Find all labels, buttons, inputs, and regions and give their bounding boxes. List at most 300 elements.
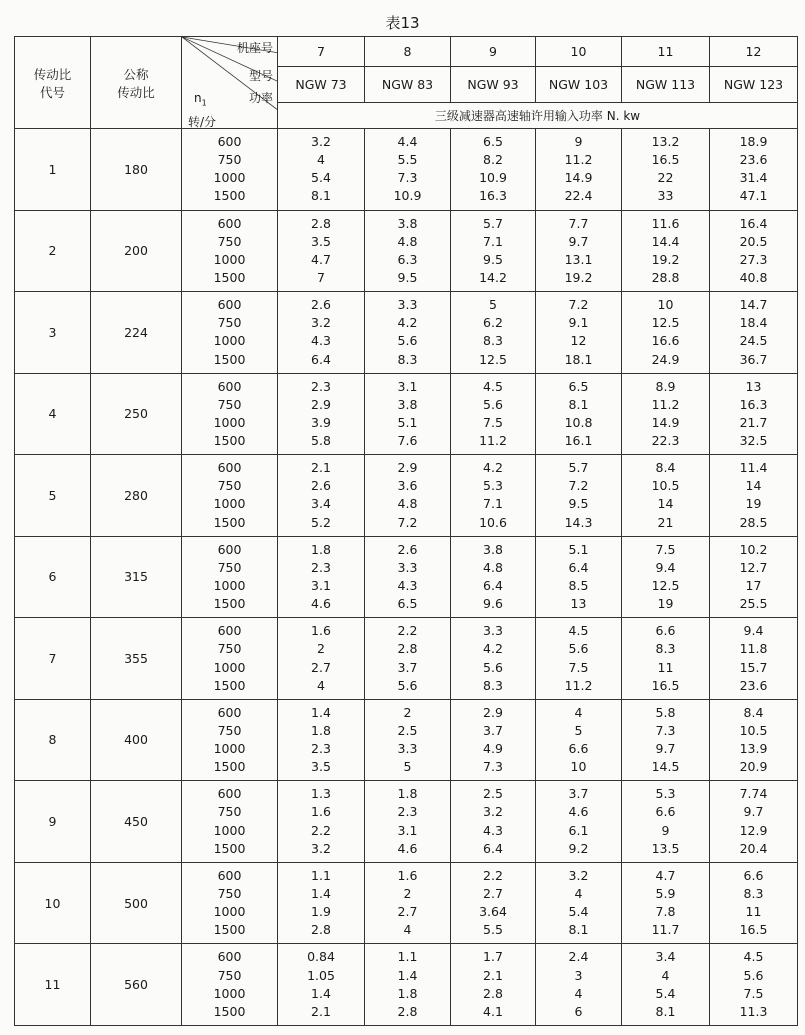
power-value: 2.6 — [311, 297, 331, 313]
model-ngw103: NGW 103 — [536, 67, 622, 103]
table-row — [15, 210, 798, 292]
table-row — [15, 699, 798, 781]
power-value: 12.5 — [651, 577, 680, 593]
speed-value: 1000 — [213, 170, 246, 186]
table-row — [15, 129, 798, 211]
speed-value: 1500 — [213, 596, 246, 612]
speed-cell — [182, 699, 278, 781]
power-value: 5.1 — [568, 541, 589, 557]
power-value: 9 — [661, 822, 670, 838]
table-row — [15, 536, 798, 618]
power-value: 4.9 — [483, 741, 503, 757]
power-value: 9.5 — [568, 496, 589, 512]
power-value: 4 — [574, 885, 583, 901]
power-value: 19.2 — [651, 251, 680, 267]
power-value: 5.7 — [568, 460, 589, 476]
power-cell — [451, 455, 536, 537]
power-cell — [278, 781, 365, 863]
power-value: 3.5 — [311, 233, 331, 249]
power-value: 2.7 — [397, 904, 418, 920]
power-value: 0.84 — [307, 949, 335, 965]
power-value: 4.3 — [397, 577, 418, 593]
ratio-code-cell: 8 — [15, 699, 91, 781]
speed-value: 750 — [217, 233, 242, 249]
power-value: 4.5 — [568, 623, 589, 639]
power-value: 8.3 — [397, 351, 418, 367]
nominal-ratio-cell: 400 — [91, 699, 182, 781]
speed-value: 600 — [217, 215, 242, 231]
power-value: 12.5 — [479, 351, 507, 367]
power-value: 9.5 — [483, 251, 503, 267]
power-value: 11.6 — [651, 215, 680, 231]
power-value: 8.3 — [655, 641, 676, 657]
power-value: 2.8 — [311, 215, 331, 231]
power-value: 14.3 — [564, 514, 593, 530]
power-cell — [710, 292, 798, 374]
power-value: 23.6 — [739, 152, 768, 168]
power-value: 1.6 — [311, 623, 331, 639]
power-value: 10 — [570, 759, 587, 775]
power-value: 7.7 — [568, 215, 589, 231]
table-row — [15, 944, 798, 1026]
power-value: 12.5 — [651, 315, 680, 331]
power-value: 8.3 — [483, 677, 503, 693]
power-value: 4 — [317, 152, 325, 168]
power-value: 9.7 — [743, 804, 764, 820]
power-value: 3.2 — [311, 840, 331, 856]
speed-value: 1500 — [213, 1003, 246, 1019]
power-value: 9.6 — [483, 596, 503, 612]
power-value: 21.7 — [739, 414, 768, 430]
power-table — [14, 36, 798, 1026]
power-cell — [622, 699, 710, 781]
power-value: 10.9 — [393, 188, 422, 204]
power-value: 16.6 — [651, 333, 680, 349]
power-value: 8.3 — [483, 333, 503, 349]
power-value: 16.5 — [651, 677, 680, 693]
power-value: 4 — [403, 922, 412, 938]
power-cell — [365, 210, 451, 292]
nominal-ratio-cell: 560 — [91, 944, 182, 1026]
power-value: 33 — [657, 188, 674, 204]
power-cell — [536, 455, 622, 537]
power-value: 11.2 — [564, 152, 593, 168]
power-value: 5.5 — [397, 152, 418, 168]
speed-value: 1500 — [213, 759, 246, 775]
power-value: 5.4 — [655, 985, 676, 1001]
power-cell — [451, 210, 536, 292]
table-row — [15, 618, 798, 700]
power-value: 9.5 — [397, 269, 418, 285]
power-cell — [710, 781, 798, 863]
power-value: 20.9 — [739, 759, 768, 775]
power-cell — [710, 618, 798, 700]
power-value: 11.8 — [739, 641, 768, 657]
power-value: 4.8 — [397, 233, 418, 249]
power-cell — [536, 862, 622, 944]
power-cell — [365, 618, 451, 700]
power-value: 5.3 — [655, 786, 676, 802]
frame-11: 11 — [622, 37, 710, 67]
power-cell — [710, 862, 798, 944]
power-cell — [365, 781, 451, 863]
power-cell — [536, 944, 622, 1026]
power-value: 3.2 — [483, 804, 503, 820]
ratio-code-cell: 3 — [15, 292, 91, 374]
power-value: 7.2 — [568, 478, 589, 494]
power-value: 1.8 — [397, 985, 418, 1001]
power-value: 5 — [574, 722, 583, 738]
power-value: 6 — [574, 1003, 583, 1019]
power-value: 5.6 — [483, 659, 503, 675]
power-value: 4.3 — [311, 333, 331, 349]
power-cell — [622, 210, 710, 292]
nominal-ratio-cell: 500 — [91, 862, 182, 944]
power-value: 22.4 — [564, 188, 593, 204]
power-value: 3.7 — [483, 722, 503, 738]
power-value: 28.8 — [651, 269, 680, 285]
power-cell — [536, 618, 622, 700]
speed-value: 1500 — [213, 433, 246, 449]
power-cell — [622, 944, 710, 1026]
power-value: 8.1 — [568, 396, 589, 412]
frame-10: 10 — [536, 37, 622, 67]
ratio-code-cell: 2 — [15, 210, 91, 292]
power-value: 1.8 — [311, 541, 331, 557]
power-value: 8.4 — [743, 704, 764, 720]
power-value: 20.4 — [739, 840, 768, 856]
speed-value: 750 — [217, 722, 242, 738]
power-value: 16.3 — [479, 188, 507, 204]
speed-value: 1000 — [213, 741, 246, 757]
power-value: 19.2 — [564, 269, 593, 285]
nominal-ratio-cell: 355 — [91, 618, 182, 700]
power-value: 2.9 — [311, 396, 331, 412]
power-value: 8.1 — [568, 922, 589, 938]
power-value: 14 — [745, 478, 762, 494]
power-value: 4.5 — [483, 378, 503, 394]
power-value: 9.4 — [655, 559, 676, 575]
power-value: 5.5 — [483, 922, 503, 938]
nominal-ratio-cell: 224 — [91, 292, 182, 374]
power-value: 3.3 — [397, 559, 418, 575]
power-value: 31.4 — [739, 170, 768, 186]
power-value: 5.6 — [568, 641, 589, 657]
power-cell — [451, 618, 536, 700]
power-value: 5.4 — [568, 904, 589, 920]
power-value: 3.1 — [397, 822, 418, 838]
power-value: 1.4 — [311, 985, 331, 1001]
power-value: 3.3 — [397, 297, 418, 313]
ratio-code-cell: 10 — [15, 862, 91, 944]
power-cell — [278, 129, 365, 211]
frame-7: 7 — [278, 37, 365, 67]
power-value: 2.2 — [483, 867, 503, 883]
power-value: 2.8 — [397, 641, 418, 657]
power-value: 3.3 — [397, 741, 418, 757]
power-cell — [536, 210, 622, 292]
power-value: 22 — [657, 170, 674, 186]
power-value: 4.5 — [743, 949, 764, 965]
power-value: 5.6 — [397, 333, 418, 349]
power-value: 2.3 — [397, 804, 418, 820]
power-cell — [536, 373, 622, 455]
speed-value: 750 — [217, 804, 242, 820]
power-value: 3.4 — [655, 949, 676, 965]
power-cell — [536, 536, 622, 618]
speed-value: 1000 — [213, 985, 246, 1001]
power-value: 6.6 — [655, 804, 676, 820]
power-value: 18.9 — [739, 134, 768, 150]
power-value: 10.5 — [651, 478, 680, 494]
power-cell — [365, 373, 451, 455]
power-value: 2.7 — [483, 885, 503, 901]
frame-8: 8 — [365, 37, 451, 67]
power-value: 11.7 — [651, 922, 680, 938]
speed-value: 1500 — [213, 351, 246, 367]
power-value: 2 — [317, 641, 325, 657]
power-value: 3.5 — [311, 759, 331, 775]
power-cell — [622, 129, 710, 211]
power-value: 3.8 — [397, 396, 418, 412]
power-cell — [365, 862, 451, 944]
power-value: 8.2 — [483, 152, 503, 168]
power-value: 32.5 — [739, 433, 768, 449]
diag-speed-label: 转/分 — [188, 115, 217, 129]
power-value: 16.3 — [739, 396, 768, 412]
power-value: 16.4 — [739, 215, 768, 231]
power-value: 2.1 — [311, 460, 331, 476]
power-value: 10.9 — [479, 170, 507, 186]
power-value: 2.3 — [311, 378, 331, 394]
power-value: 8.4 — [655, 460, 676, 476]
speed-value: 1000 — [213, 904, 246, 920]
speed-cell — [182, 210, 278, 292]
speed-value: 750 — [217, 396, 242, 412]
power-value: 2.7 — [311, 659, 331, 675]
power-value: 1.4 — [311, 885, 331, 901]
power-value: 14.9 — [651, 414, 680, 430]
power-value: 7.2 — [568, 297, 589, 313]
power-value: 4.8 — [397, 496, 418, 512]
power-value: 7.5 — [655, 541, 676, 557]
power-value: 4.2 — [483, 641, 503, 657]
power-value: 1.4 — [311, 704, 331, 720]
speed-cell — [182, 373, 278, 455]
power-value: 5.1 — [397, 414, 418, 430]
power-value: 7.6 — [397, 433, 418, 449]
power-value: 4.2 — [483, 460, 503, 476]
nominal-ratio-cell: 450 — [91, 781, 182, 863]
power-cell — [622, 862, 710, 944]
power-value: 7.5 — [483, 414, 503, 430]
power-value: 3.7 — [568, 786, 589, 802]
table-row — [15, 862, 798, 944]
model-ngw73: NGW 73 — [278, 67, 365, 103]
power-value: 24.9 — [651, 351, 680, 367]
power-cell — [451, 699, 536, 781]
nominal-ratio-cell: 200 — [91, 210, 182, 292]
power-value: 6.4 — [483, 577, 503, 593]
speed-value: 750 — [217, 885, 242, 901]
power-value: 7.74 — [739, 786, 768, 802]
power-value: 2.9 — [397, 460, 418, 476]
power-value: 9.7 — [655, 741, 676, 757]
power-value: 4.6 — [568, 804, 589, 820]
power-value: 9.7 — [568, 233, 589, 249]
power-value: 6.5 — [483, 134, 503, 150]
power-cell — [451, 944, 536, 1026]
ratio-code-cell: 1 — [15, 129, 91, 211]
power-value: 5.6 — [397, 677, 418, 693]
power-value: 1.9 — [311, 904, 331, 920]
power-value: 18.4 — [739, 315, 768, 331]
power-value: 1.05 — [307, 967, 335, 983]
diag-n-label: $n_1$ — [194, 91, 207, 108]
power-value: 23.6 — [739, 677, 768, 693]
power-value: 3.8 — [397, 215, 418, 231]
frame-12: 12 — [710, 37, 798, 67]
power-value: 1.6 — [311, 804, 331, 820]
speed-value: 1500 — [213, 188, 246, 204]
power-value: 4.7 — [655, 867, 676, 883]
power-value: 3.1 — [311, 577, 331, 593]
power-value: 25.5 — [739, 596, 768, 612]
power-value: 6.1 — [568, 822, 589, 838]
power-value: 4.4 — [397, 134, 418, 150]
power-value: 14.9 — [564, 170, 593, 186]
power-value: 2.1 — [483, 967, 503, 983]
speed-value: 1500 — [213, 840, 246, 856]
power-value: 7.3 — [483, 759, 503, 775]
speed-value: 750 — [217, 967, 242, 983]
power-value: 11.2 — [479, 433, 507, 449]
power-value: 10.6 — [479, 514, 507, 530]
power-cell — [622, 781, 710, 863]
speed-cell — [182, 292, 278, 374]
power-value: 10.2 — [739, 541, 768, 557]
ratio-code-cell: 4 — [15, 373, 91, 455]
power-value: 7.5 — [568, 659, 589, 675]
speed-value: 1500 — [213, 677, 246, 693]
table-title: 表13 — [385, 14, 420, 32]
power-cell — [365, 129, 451, 211]
power-value: 3.7 — [397, 659, 418, 675]
speed-value: 600 — [217, 460, 242, 476]
diag-power-label: 功率 — [248, 91, 273, 105]
header-nominal-ratio: 公称 传动比 — [91, 37, 182, 129]
power-value: 3.1 — [397, 378, 418, 394]
power-value: 16.1 — [564, 433, 593, 449]
speed-value: 750 — [217, 152, 242, 168]
power-value: 19 — [745, 496, 762, 512]
power-value: 5.7 — [483, 215, 503, 231]
power-cell — [278, 699, 365, 781]
power-value: 6.6 — [568, 741, 589, 757]
power-value: 4.7 — [311, 251, 331, 267]
power-cell — [365, 699, 451, 781]
power-value: 5 — [403, 759, 412, 775]
speed-value: 1000 — [213, 251, 246, 267]
table-row — [15, 373, 798, 455]
power-value: 5 — [489, 297, 497, 313]
power-value: 11.3 — [739, 1003, 768, 1019]
power-value: 3.2 — [311, 315, 331, 331]
power-value: 7.8 — [655, 904, 676, 920]
power-value: 14.2 — [479, 269, 507, 285]
power-value: 6.4 — [568, 559, 589, 575]
power-value: 18.1 — [564, 351, 593, 367]
power-value: 7.1 — [483, 496, 503, 512]
nominal-ratio-cell: 280 — [91, 455, 182, 537]
power-value: 40.8 — [739, 269, 768, 285]
speed-value: 600 — [217, 378, 242, 394]
power-value: 4.8 — [483, 559, 503, 575]
speed-cell — [182, 781, 278, 863]
table-row — [15, 781, 798, 863]
power-value: 2 — [403, 704, 412, 720]
power-value: 27.3 — [739, 251, 768, 267]
diag-frame-label: 机座号 — [236, 41, 273, 55]
speed-value: 600 — [217, 623, 242, 639]
header-diagonal-cell — [182, 37, 278, 129]
nominal-ratio-cell: 250 — [91, 373, 182, 455]
power-cell — [622, 292, 710, 374]
ratio-code-cell: 5 — [15, 455, 91, 537]
power-value: 5.9 — [655, 885, 676, 901]
power-cell — [622, 455, 710, 537]
power-value: 11.2 — [564, 677, 593, 693]
power-value: 20.5 — [739, 233, 768, 249]
power-cell — [451, 536, 536, 618]
table-row — [15, 455, 798, 537]
power-value: 2.1 — [311, 1003, 331, 1019]
power-value: 16.5 — [651, 152, 680, 168]
power-value: 10 — [657, 297, 674, 313]
speed-value: 600 — [217, 134, 242, 150]
speed-cell — [182, 618, 278, 700]
speed-value: 1500 — [213, 269, 246, 285]
power-value: 2.8 — [483, 985, 503, 1001]
speed-value: 1500 — [213, 922, 246, 938]
power-subtitle: 三级减速器高速轴许用输入功率 N. kw — [278, 103, 798, 129]
power-value: 9.2 — [568, 840, 589, 856]
power-value: 4.6 — [311, 596, 331, 612]
power-value: 2.8 — [397, 1003, 418, 1019]
power-value: 2.3 — [311, 559, 331, 575]
power-value: 5.6 — [483, 396, 503, 412]
nominal-ratio-cell: 315 — [91, 536, 182, 618]
power-cell — [710, 699, 798, 781]
power-value: 16.5 — [739, 922, 768, 938]
power-value: 7.3 — [397, 170, 418, 186]
power-cell — [710, 536, 798, 618]
power-cell — [536, 292, 622, 374]
power-value: 47.1 — [739, 188, 768, 204]
power-value: 2.2 — [397, 623, 418, 639]
power-value: 12.9 — [739, 822, 768, 838]
power-value: 6.2 — [483, 315, 503, 331]
power-cell — [365, 536, 451, 618]
power-value: 14.5 — [651, 759, 680, 775]
power-value: 4 — [317, 677, 325, 693]
power-cell — [278, 536, 365, 618]
speed-value: 750 — [217, 559, 242, 575]
power-value: 3.8 — [483, 541, 503, 557]
power-value: 24.5 — [739, 333, 768, 349]
power-cell — [536, 129, 622, 211]
power-value: 5.8 — [655, 704, 676, 720]
